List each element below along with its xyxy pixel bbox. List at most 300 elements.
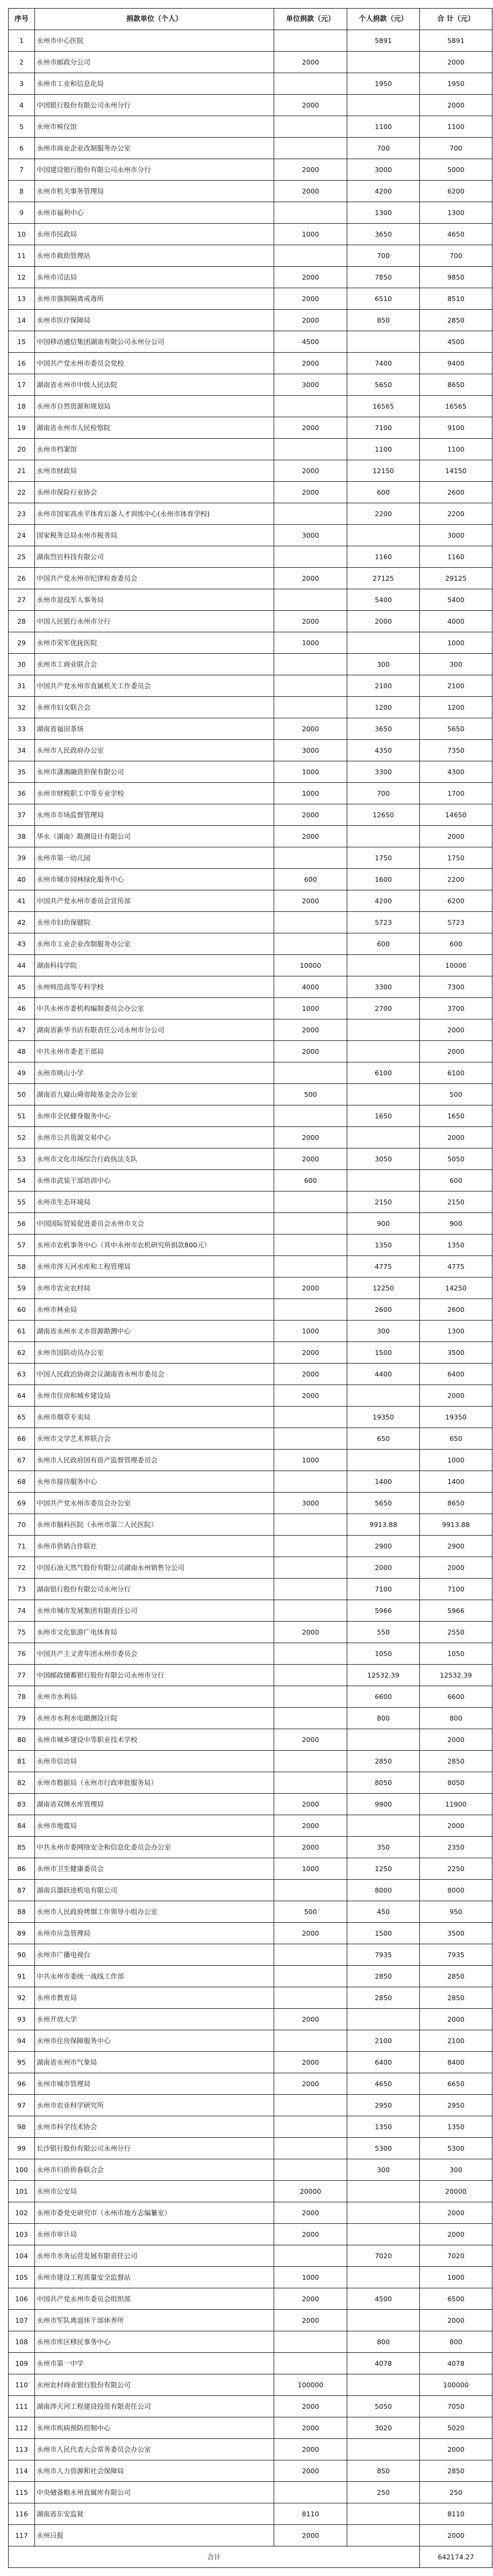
row-unit-donation: 2000 [274,417,347,439]
row-unit-donation [274,1665,347,1686]
row-index: 62 [9,1342,35,1364]
table-row [9,224,492,245]
row-index: 87 [9,1880,35,1901]
row-personal-donation: 6600 [347,1686,420,1708]
row-index: 88 [9,1901,35,1923]
table-row [9,976,492,998]
row-index: 97 [9,2095,35,2116]
row-personal-donation: 3650 [347,224,420,245]
row-personal-donation [347,2374,420,2396]
row-donor-name: 永州市人民政府国有资产监督管理委员会 [35,1450,274,1471]
row-donor-name: 永州市涔天河水库和工程管理局 [35,1256,274,1278]
table-row [9,1837,492,1858]
row-personal-donation: 7100 [347,417,420,439]
row-total: 3000 [420,525,492,546]
row-donor-name: 永州市水利水电勘测设计院 [35,1708,274,1729]
table-row [9,181,492,202]
row-index: 49 [9,1062,35,1084]
row-total: 4300 [420,761,492,783]
row-unit-donation: 2000 [274,2439,347,2460]
row-unit-donation: 4000 [274,976,347,998]
row-total: 5050 [420,1148,492,1170]
row-unit-donation [274,1966,347,1987]
row-personal-donation: 7400 [347,353,420,374]
row-index: 38 [9,826,35,847]
row-unit-donation: 2000 [274,718,347,740]
row-total: 9913.88 [420,1514,492,1536]
row-unit-donation: 1000 [274,2267,347,2288]
row-donor-name: 永州市自然资源和规划局 [35,396,274,417]
row-total: 2550 [420,1622,492,1643]
row-total: 600 [420,1170,492,1191]
row-donor-name: 永州市荣军优抚医院 [35,632,274,654]
table-row [9,1514,492,1536]
row-donor-name: 永州市城市发展集团有限责任公司 [35,1600,274,1622]
row-total: 2000 [420,1815,492,1837]
table-row [9,2310,492,2331]
row-donor-name: 永州市农业农村局 [35,1278,274,1299]
row-personal-donation [347,2267,420,2288]
row-total: 12532.39 [420,1665,492,1686]
row-total: 600 [420,933,492,955]
row-unit-donation: 2000 [274,482,347,503]
table-row [9,1944,492,1966]
row-donor-name: 永州市数据局（永州市行政审批服务局） [35,1772,274,1794]
table-row [9,1665,492,1686]
row-donor-name: 永州师范高等专科学校 [35,976,274,998]
row-index: 76 [9,1643,35,1665]
row-total: 5400 [420,589,492,611]
row-total: 8400 [420,2052,492,2073]
row-donor-name: 永州市住房和城乡建设局 [35,1385,274,1407]
row-unit-donation [274,654,347,675]
row-donor-name: 华永（湖南）勘测设计有限公司 [35,826,274,847]
row-personal-donation [347,2503,420,2525]
row-donor-name: 永州市全民健身服务中心 [35,1105,274,1127]
row-index: 13 [9,288,35,310]
row-personal-donation: 4400 [347,1364,420,1385]
header-total: 合 计（元） [420,9,492,30]
row-unit-donation [274,1256,347,1278]
row-personal-donation: 12150 [347,460,420,482]
row-unit-donation [274,1062,347,1084]
row-personal-donation [347,1170,420,1191]
row-unit-donation: 500 [274,1901,347,1923]
row-index: 61 [9,1321,35,1342]
row-personal-donation: 4350 [347,740,420,761]
row-donor-name: 永州市农机事务中心（其中永州市农机研究所捐款800元） [35,1235,274,1256]
row-donor-name: 永州市人民政府办公室 [35,740,274,761]
row-personal-donation [347,1127,420,1148]
row-total: 6100 [420,1062,492,1084]
row-unit-donation: 2000 [274,2460,347,2482]
donation-table [8,8,492,2568]
row-personal-donation [347,826,420,847]
row-index: 70 [9,1514,35,1536]
row-donor-name: 中国移动通信集团湖南有限公司永州分公司 [35,331,274,353]
row-index: 18 [9,396,35,417]
row-personal-donation: 1650 [347,1105,420,1127]
row-personal-donation: 300 [347,2159,420,2181]
row-unit-donation: 100000 [274,2374,347,2396]
row-donor-name: 永州市档案馆 [35,439,274,460]
row-total: 1650 [420,1105,492,1127]
table-row [9,2417,492,2439]
row-total: 2000 [420,2009,492,2030]
row-donor-name: 永州市生态环境局 [35,1191,274,1213]
row-total: 5300 [420,2138,492,2159]
row-total: 2000 [420,1127,492,1148]
row-index: 59 [9,1278,35,1299]
row-unit-donation [274,202,347,224]
row-index: 99 [9,2138,35,2159]
row-donor-name: 永州市医疗保障局 [35,310,274,331]
table-row [9,1557,492,1579]
table-row [9,1062,492,1084]
row-personal-donation: 4500 [347,2288,420,2310]
row-personal-donation: 12250 [347,1278,420,1299]
table-row [9,138,492,159]
row-personal-donation: 2200 [347,503,420,525]
row-donor-name: 永州市文学艺术界联合会 [35,1428,274,1450]
row-total: 650 [420,1428,492,1450]
row-index: 23 [9,503,35,525]
row-index: 110 [9,2374,35,2396]
table-row [9,95,492,116]
header-personal-donation: 个人捐款（元） [347,9,420,30]
row-donor-name: 湖南烈岩科技有限公司 [35,546,274,568]
row-donor-name: 中国银行股份有限公司永州分行 [35,95,274,116]
row-donor-name: 永州市科学技术协会 [35,2116,274,2138]
table-row [9,52,492,73]
table-row [9,783,492,804]
row-donor-name: 永州市国防动员办公室 [35,1342,274,1364]
row-unit-donation: 3000 [274,740,347,761]
row-personal-donation: 7935 [347,1944,420,1966]
row-total: 10000 [420,955,492,976]
row-unit-donation: 2000 [274,1385,347,1407]
row-unit-donation: 2000 [274,460,347,482]
row-total: 2000 [420,2202,492,2224]
row-total: 2850 [420,1751,492,1772]
row-total: 950 [420,1901,492,1923]
table-row [9,1191,492,1213]
row-total: 5891 [420,30,492,52]
row-total: 2850 [420,1966,492,1987]
row-personal-donation: 1400 [347,1471,420,1493]
row-donor-name: 永州市卫生健康委员会 [35,1858,274,1880]
row-donor-name: 永州市人民代表大会常务委员会办公室 [35,2439,274,2460]
row-personal-donation: 800 [347,2331,420,2353]
row-index: 53 [9,1148,35,1170]
row-personal-donation: 6100 [347,1062,420,1084]
row-unit-donation: 2000 [274,568,347,589]
table-row [9,632,492,654]
row-personal-donation: 12532.39 [347,1665,420,1686]
row-personal-donation [347,2310,420,2331]
row-total: 3500 [420,1923,492,1944]
row-personal-donation [347,2181,420,2202]
row-unit-donation: 2000 [274,2310,347,2331]
table-row [9,245,492,267]
row-total: 9400 [420,353,492,374]
row-personal-donation: 4650 [347,2073,420,2095]
row-donor-name: 中共永州市委老干部局 [35,1041,274,1062]
row-donor-name: 中国国际贸易促进委员会永州市支会 [35,1213,274,1235]
table-row [9,2138,492,2159]
row-donor-name: 永州农村商业银行股份有限公司 [35,2374,274,2396]
row-personal-donation: 2100 [347,675,420,697]
row-personal-donation: 2700 [347,998,420,1019]
row-unit-donation: 1000 [274,224,347,245]
row-personal-donation: 300 [347,1321,420,1342]
row-donor-name: 永州市保险行业协会 [35,482,274,503]
row-donor-name: 永州市退役军人事务局 [35,589,274,611]
row-total: 1000 [420,632,492,654]
table-row [9,2353,492,2374]
row-personal-donation: 350 [347,1837,420,1858]
row-donor-name: 湖南银行股份有限公司永州分行 [35,1579,274,1600]
table-row [9,761,492,783]
row-donor-name: 永州市应急管理局 [35,1923,274,1944]
row-personal-donation: 700 [347,138,420,159]
row-index: 57 [9,1235,35,1256]
row-donor-name: 湖南省双牌水库管理局 [35,1794,274,1815]
row-index: 109 [9,2353,35,2374]
table-row [9,1600,492,1622]
row-personal-donation: 4200 [347,181,420,202]
row-donor-name: 湖南省永州水文水资源勘测中心 [35,1321,274,1342]
row-index: 117 [9,2525,35,2546]
row-index: 30 [9,654,35,675]
row-index: 8 [9,181,35,202]
row-total: 7020 [420,2245,492,2267]
row-unit-donation [274,73,347,95]
row-personal-donation: 700 [347,783,420,804]
row-index: 7 [9,159,35,181]
row-total: 7300 [420,976,492,998]
row-index: 34 [9,740,35,761]
row-index: 12 [9,267,35,288]
row-donor-name: 湖南省永州市人民检察院 [35,417,274,439]
row-donor-name: 湖南涔天河工程建设投资有限责任公司 [35,2396,274,2417]
row-unit-donation: 1000 [274,1321,347,1342]
row-donor-name: 永州市接待服务中心 [35,1471,274,1493]
row-unit-donation: 2000 [274,267,347,288]
row-donor-name: 永州市地震局 [35,1815,274,1837]
row-personal-donation: 8000 [347,1880,420,1901]
row-unit-donation [274,1213,347,1235]
row-unit-donation [274,2138,347,2159]
table-row [9,1019,492,1041]
row-total: 16565 [420,396,492,417]
row-total: 2000 [420,95,492,116]
table-row [9,2224,492,2245]
table-row [9,310,492,331]
row-index: 66 [9,1428,35,1450]
grand-total-label: 合计 [9,2546,420,2568]
row-personal-donation [347,2439,420,2460]
row-total: 700 [420,245,492,267]
row-personal-donation [347,955,420,976]
row-unit-donation: 2000 [274,1364,347,1385]
table-row [9,847,492,869]
row-donor-name: 永州市救助管理站 [35,245,274,267]
table-row [9,869,492,890]
row-total: 14650 [420,804,492,826]
row-personal-donation [347,1450,420,1471]
row-personal-donation: 1160 [347,546,420,568]
row-unit-donation: 1000 [274,1858,347,1880]
row-donor-name: 中国共产党永州市委员会宣传部 [35,890,274,912]
table-row [9,998,492,1019]
row-index: 82 [9,1772,35,1794]
row-donor-name: 中国人民政治协商会议湖南省永州市委员会 [35,1364,274,1385]
row-personal-donation: 3050 [347,1148,420,1170]
row-donor-name: 永州市库区移民事务中心 [35,2331,274,2353]
row-index: 80 [9,1729,35,1751]
row-personal-donation [347,2009,420,2030]
row-personal-donation: 9913.88 [347,1514,420,1536]
row-total: 1350 [420,1235,492,1256]
table-row [9,2009,492,2030]
row-index: 78 [9,1686,35,1708]
row-index: 36 [9,783,35,804]
row-personal-donation: 3650 [347,718,420,740]
row-donor-name: 永州市林业局 [35,1299,274,1321]
row-donor-name: 永州市人民政府烤烟工作领导小组办公室 [35,1901,274,1923]
table-row [9,1686,492,1708]
row-total: 5000 [420,159,492,181]
row-personal-donation [347,2525,420,2546]
row-personal-donation [347,1084,420,1105]
row-index: 24 [9,525,35,546]
table-row [9,654,492,675]
row-personal-donation [347,1815,420,1837]
row-personal-donation: 1100 [347,116,420,138]
table-row [9,417,492,439]
table-row [9,2525,492,2546]
row-total: 20000 [420,2181,492,2202]
table-row [9,718,492,740]
row-total: 5723 [420,912,492,933]
row-total: 1100 [420,116,492,138]
row-unit-donation: 4500 [274,331,347,353]
row-donor-name: 永州市第一幼儿园 [35,847,274,869]
row-personal-donation: 1300 [347,202,420,224]
row-unit-donation [274,30,347,52]
row-index: 85 [9,1837,35,1858]
row-index: 94 [9,2030,35,2052]
row-personal-donation [347,632,420,654]
row-donor-name: 永州市信访局 [35,1751,274,1772]
row-donor-name: 湖南省九嶷山舜帝陵基金会办公室 [35,1084,274,1105]
row-unit-donation [274,2482,347,2503]
row-personal-donation: 3300 [347,976,420,998]
row-total: 2000 [420,52,492,73]
row-index: 89 [9,1923,35,1944]
row-total: 2000 [420,1385,492,1407]
row-unit-donation: 2000 [274,2009,347,2030]
row-unit-donation: 600 [274,869,347,890]
row-total: 8510 [420,288,492,310]
row-personal-donation: 3020 [347,2417,420,2439]
row-personal-donation: 27125 [347,568,420,589]
row-index: 21 [9,460,35,482]
row-unit-donation [274,2159,347,2181]
row-total: 250 [420,2482,492,2503]
row-personal-donation: 8050 [347,1772,420,1794]
row-total: 6650 [420,2073,492,2095]
table-row [9,1923,492,1944]
table-row [9,396,492,417]
row-personal-donation: 1500 [347,1342,420,1364]
row-donor-name: 湖南科技学院 [35,955,274,976]
row-index: 93 [9,2009,35,2030]
table-row [9,697,492,718]
row-index: 43 [9,933,35,955]
row-index: 39 [9,847,35,869]
row-total: 2000 [420,2310,492,2331]
row-index: 14 [9,310,35,331]
table-row [9,288,492,310]
row-donor-name: 永州市财税职工中等专业学校 [35,783,274,804]
table-row [9,1815,492,1837]
row-donor-name: 湖南省永州市中级人民法院 [35,374,274,396]
row-total: 1160 [420,546,492,568]
row-index: 26 [9,568,35,589]
row-index: 69 [9,1493,35,1514]
row-index: 32 [9,697,35,718]
row-total: 2000 [420,2224,492,2245]
row-index: 91 [9,1966,35,1987]
table-row [9,2267,492,2288]
grand-total-value: 642174.27 [420,2546,492,2568]
row-personal-donation: 450 [347,1901,420,1923]
row-unit-donation [274,396,347,417]
row-unit-donation: 2000 [274,1837,347,1858]
row-index: 6 [9,138,35,159]
row-unit-donation: 2000 [274,159,347,181]
table-row [9,1385,492,1407]
table-row [9,2030,492,2052]
row-personal-donation [347,52,420,73]
table-row [9,2116,492,2138]
table-row [9,331,492,353]
row-unit-donation [274,116,347,138]
row-index: 83 [9,1794,35,1815]
table-row [9,933,492,955]
row-personal-donation: 2850 [347,1751,420,1772]
row-donor-name: 永州市归侨侨眷联合会 [35,2159,274,2181]
table-row [9,202,492,224]
row-total: 4500 [420,331,492,353]
row-unit-donation: 2000 [274,1127,347,1148]
row-personal-donation: 4200 [347,890,420,912]
row-unit-donation [274,697,347,718]
row-total: 2850 [420,1987,492,2009]
row-unit-donation: 2000 [274,1148,347,1170]
row-donor-name: 湖南兵器跃进机电有限公司 [35,1880,274,1901]
table-row [9,675,492,697]
row-donor-name: 永州市城市园林绿化服务中心 [35,869,274,890]
row-index: 96 [9,2073,35,2095]
table-row [9,1643,492,1665]
row-index: 90 [9,1944,35,1966]
row-personal-donation: 2000 [347,1557,420,1579]
table-row [9,890,492,912]
row-index: 3 [9,73,35,95]
